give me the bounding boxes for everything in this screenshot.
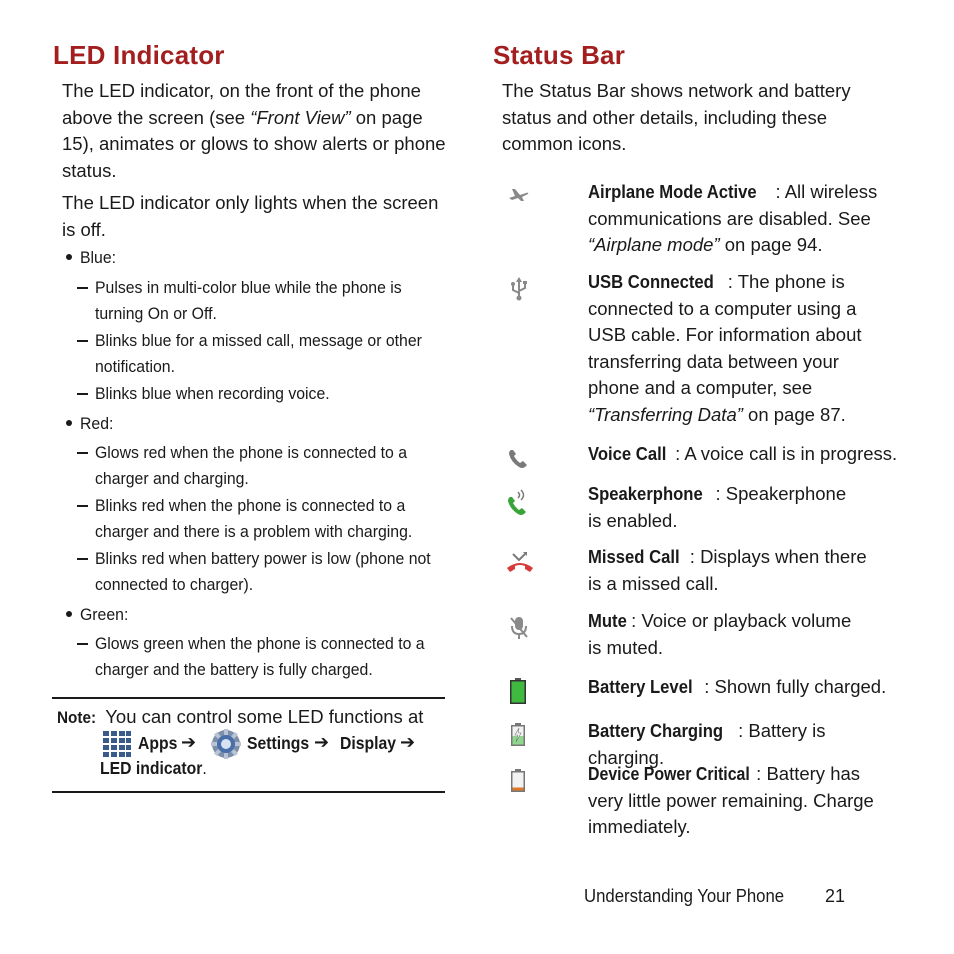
arrow-icon: ➔ [400, 732, 416, 752]
led-indicator-heading: LED Indicator [53, 40, 225, 70]
red-item-1: Glows red when the phone is connected to a charger and charging. [95, 443, 408, 488]
status-entry-battery-charging: Battery Charging : Battery is charging. [588, 720, 826, 768]
bullet-dot [66, 420, 72, 426]
red-label: Red: [80, 414, 114, 433]
footer-section-title: Understanding Your Phone [584, 886, 785, 906]
bullet-dot [66, 611, 72, 617]
status-entry-battery-level: Battery Level : Shown fully charged. [588, 676, 887, 697]
dash-marker [77, 393, 88, 395]
green-label: Green: [80, 605, 129, 624]
green-item-1: Glows green when the phone is connected to a charger and the battery is fully charged. [95, 634, 425, 679]
transferring-data-reference[interactable]: “Transferring Data” [588, 403, 743, 425]
dash-marker [77, 505, 88, 507]
dash-marker [77, 340, 88, 342]
note-top-rule [52, 697, 445, 699]
status-entry-mute: Mute : Voice or playback volume is muted. [588, 610, 852, 658]
bullet-dot [66, 254, 72, 260]
status-bar-intro: The Status Bar shows network and battery status and other details, including these common icons. [502, 80, 851, 154]
voice-call-icon [507, 448, 529, 470]
airplane-icon [506, 184, 530, 204]
speakerphone-icon [505, 489, 531, 517]
led-intro-paragraph: The LED indicator, on the front of the phone above the screen (see “Front View” on page 15), animates or glows to show alerts or phone status. [62, 80, 446, 181]
dash-marker [77, 287, 88, 289]
note-text: Note: You can control some LED functions at [57, 706, 424, 727]
led-screen-off-paragraph: The LED indicator only lights when the screen is off. [62, 192, 439, 240]
settings-label: Settings [247, 733, 310, 753]
arrow-icon: ➔ [314, 732, 330, 752]
note-bottom-rule [52, 791, 445, 793]
red-item-3: Blinks red when battery power is low (phone not connected to charger). [95, 549, 431, 594]
battery-full-icon [509, 677, 527, 705]
status-entry-device-power-critical: Device Power Critical : Battery has very little power remaining. Charge immediately. [588, 763, 874, 837]
blue-item-3: Blinks blue when recording voice. [95, 384, 330, 403]
battery-charging-icon [510, 722, 526, 747]
apps-label: Apps [138, 733, 178, 753]
red-item-2: Blinks red when the phone is connected to a charger and there is a problem with charging. [95, 496, 413, 541]
status-entry-speakerphone: Speakerphone : Speakerphone is enabled. [588, 483, 847, 531]
status-entry-usb: USB Connected : The phone is connected to a computer using a USB cable. For information about transferring data between your phone and a computer, see “Transferring Data” on page 87. [588, 271, 862, 425]
led-indicator-path: LED indicator. [100, 758, 207, 778]
settings-gear-icon [210, 728, 242, 760]
status-entry-missed-call: Missed Call : Displays when there is a missed call. [588, 546, 867, 594]
front-view-reference[interactable]: “Front View” [250, 106, 351, 128]
mute-icon [508, 615, 530, 641]
arrow-icon: ➔ [181, 732, 197, 752]
display-label: Display [340, 733, 397, 753]
status-entry-airplane: Airplane Mode Active : All wireless communications are disabled. See “Airplane mode” on page 94. [588, 181, 878, 255]
apps-grid-icon [102, 730, 132, 760]
blue-item-1: Pulses in multi-color blue while the phone is turning On or Off. [95, 278, 402, 323]
blue-item-2: Blinks blue for a missed call, message or other notification. [95, 331, 422, 376]
blue-label: Blue: [80, 248, 117, 267]
dash-marker [77, 452, 88, 454]
dash-marker [77, 558, 88, 560]
status-bar-heading: Status Bar [493, 40, 626, 70]
status-entry-voice-call: Voice Call : A voice call is in progress. [588, 443, 898, 464]
dash-marker [77, 643, 88, 645]
missed-call-icon [505, 551, 535, 575]
airplane-mode-reference[interactable]: “Airplane mode” [588, 234, 720, 255]
usb-icon [508, 276, 530, 302]
page-number: 21 [825, 886, 846, 906]
battery-critical-icon [510, 768, 526, 793]
